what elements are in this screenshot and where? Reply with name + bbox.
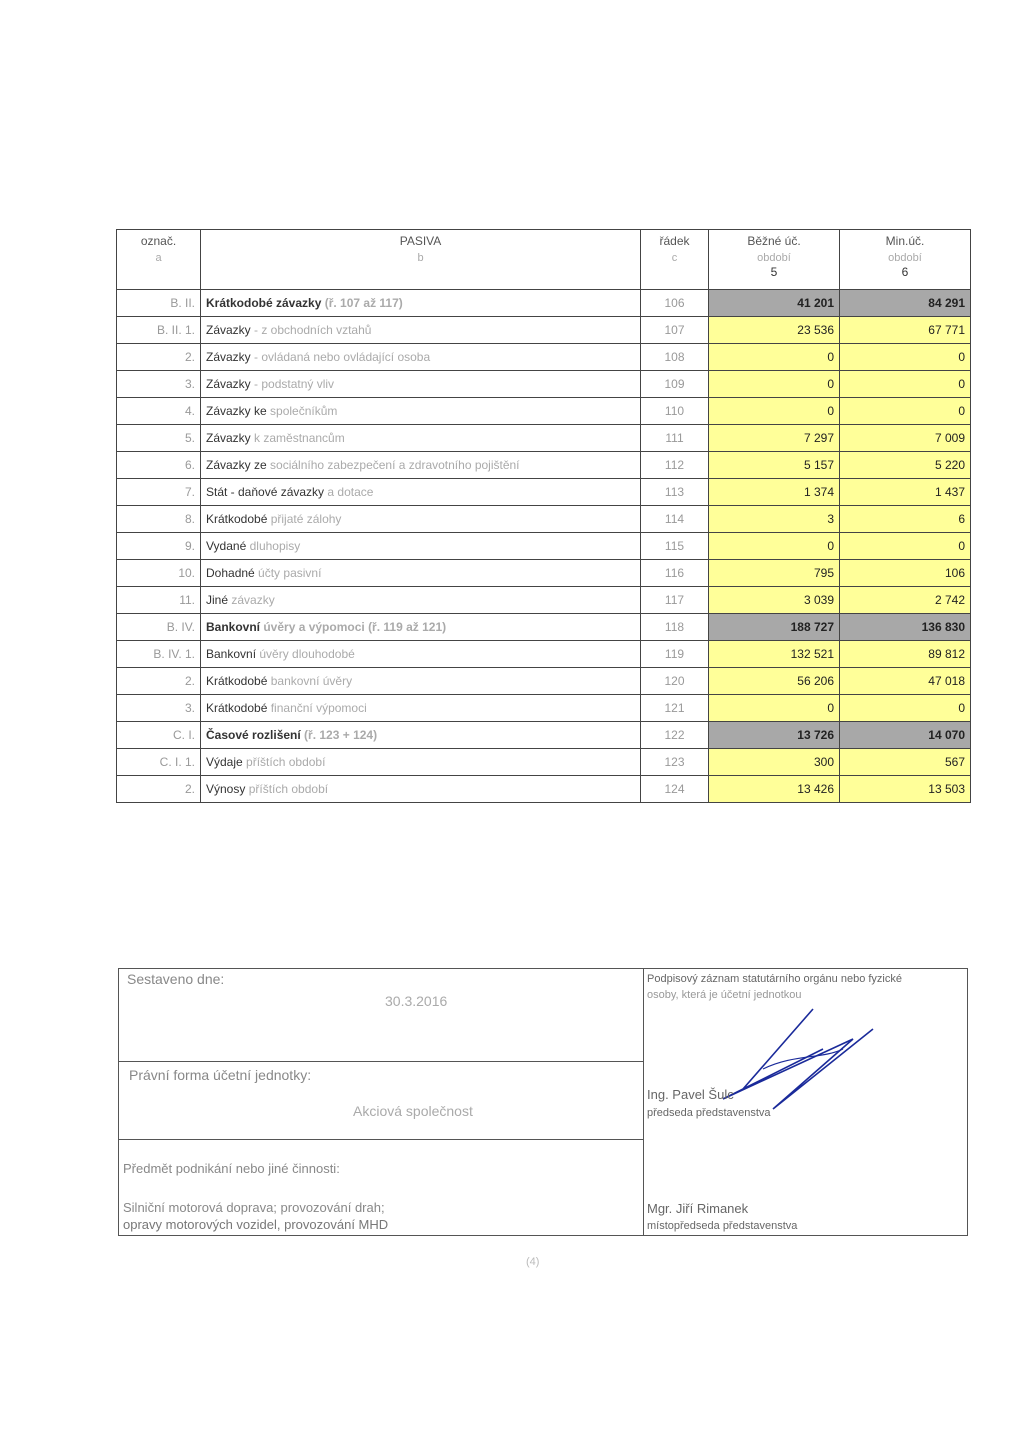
signer-1-name: Ing. Pavel Šulc	[647, 1087, 734, 1102]
table-header-row	[117, 230, 971, 290]
signer-2-role: místopředseda představenstva	[647, 1220, 798, 1232]
row-number: 114	[641, 506, 709, 533]
row-label: Stát - daňové závazky a dotace	[201, 479, 641, 506]
row-label: Časové rozlišení (ř. 123 + 124)	[201, 722, 641, 749]
table-row	[117, 695, 971, 722]
previous-period-value: 567	[840, 749, 971, 776]
row-number: 120	[641, 668, 709, 695]
row-designation: 10.	[117, 560, 201, 587]
compiled-label: Sestaveno dne:	[127, 971, 225, 987]
previous-period-value: 136 830	[840, 614, 971, 641]
previous-period-value: 67 771	[840, 317, 971, 344]
row-designation: B. II. 1.	[117, 317, 201, 344]
table-row	[117, 614, 971, 641]
row-designation: C. I.	[117, 722, 201, 749]
previous-period-value: 7 009	[840, 425, 971, 452]
table-row	[117, 317, 971, 344]
previous-period-value: 106	[840, 560, 971, 587]
row-label: Krátkodobé závazky (ř. 107 až 117)	[201, 290, 641, 317]
row-designation: 8.	[117, 506, 201, 533]
previous-period-value: 0	[840, 398, 971, 425]
table-row	[117, 668, 971, 695]
table-body	[117, 290, 971, 803]
legal-form-label: Právní forma účetní jednotky:	[129, 1067, 312, 1083]
row-number: 118	[641, 614, 709, 641]
table-row	[117, 749, 971, 776]
table-row	[117, 398, 971, 425]
previous-period-value: 6	[840, 506, 971, 533]
table-row	[117, 425, 971, 452]
current-period-value: 0	[709, 533, 840, 560]
table-row	[117, 479, 971, 506]
header-col-previous-period: Min.úč. období 6	[840, 230, 971, 290]
table-row	[117, 587, 971, 614]
previous-period-value: 2 742	[840, 587, 971, 614]
current-period-value: 1 374	[709, 479, 840, 506]
page-number: (4)	[526, 1256, 540, 1268]
table-row	[117, 641, 971, 668]
previous-period-value: 47 018	[840, 668, 971, 695]
row-label: Výdaje příštích období	[201, 749, 641, 776]
row-label: Závazky k zaměstnancům	[201, 425, 641, 452]
activity-line-1: Silniční motorová doprava; provozování drah;	[123, 1200, 385, 1215]
current-period-value: 300	[709, 749, 840, 776]
current-period-value: 7 297	[709, 425, 840, 452]
previous-period-value: 1 437	[840, 479, 971, 506]
row-designation: C. I. 1.	[117, 749, 201, 776]
header-col-designation: označ. a	[117, 230, 201, 290]
current-period-value: 13 726	[709, 722, 840, 749]
row-designation: 2.	[117, 668, 201, 695]
current-period-value: 0	[709, 398, 840, 425]
row-number: 113	[641, 479, 709, 506]
row-label: Dohadné účty pasivní	[201, 560, 641, 587]
current-period-value: 56 206	[709, 668, 840, 695]
footer-right-panel	[643, 969, 967, 1235]
previous-period-value: 84 291	[840, 290, 971, 317]
row-designation: 6.	[117, 452, 201, 479]
previous-period-value: 13 503	[840, 776, 971, 803]
row-designation: 11.	[117, 587, 201, 614]
current-period-value: 0	[709, 371, 840, 398]
row-number: 117	[641, 587, 709, 614]
row-number: 119	[641, 641, 709, 668]
previous-period-value: 0	[840, 371, 971, 398]
table-row	[117, 776, 971, 803]
divider	[119, 1139, 643, 1140]
row-designation: B. IV.	[117, 614, 201, 641]
header-col-liabilities: PASIVA b	[201, 230, 641, 290]
row-number: 116	[641, 560, 709, 587]
row-label: Jiné závazky	[201, 587, 641, 614]
header-col-current-period: Běžné úč. období 5	[709, 230, 840, 290]
row-number: 115	[641, 533, 709, 560]
table-row	[117, 290, 971, 317]
row-label: Výnosy příštích období	[201, 776, 641, 803]
current-period-value: 41 201	[709, 290, 840, 317]
row-number: 124	[641, 776, 709, 803]
row-designation: 9.	[117, 533, 201, 560]
row-number: 107	[641, 317, 709, 344]
row-number: 112	[641, 452, 709, 479]
table-row	[117, 722, 971, 749]
row-label: Krátkodobé bankovní úvěry	[201, 668, 641, 695]
row-label: Závazky ze sociálního zabezpečení a zdravotního pojištění	[201, 452, 641, 479]
footer-box	[118, 968, 968, 1236]
table-row	[117, 506, 971, 533]
row-number: 111	[641, 425, 709, 452]
row-label: Závazky ke společníkům	[201, 398, 641, 425]
current-period-value: 188 727	[709, 614, 840, 641]
previous-period-value: 14 070	[840, 722, 971, 749]
legal-form-value: Akciová společnost	[353, 1103, 473, 1119]
previous-period-value: 0	[840, 344, 971, 371]
row-designation: B. IV. 1.	[117, 641, 201, 668]
row-label: Vydané dluhopisy	[201, 533, 641, 560]
header-col-row: řádek c	[641, 230, 709, 290]
row-label: Závazky - ovládaná nebo ovládající osoba	[201, 344, 641, 371]
balance-sheet-table	[116, 229, 971, 803]
row-designation: 3.	[117, 695, 201, 722]
row-designation: 2.	[117, 344, 201, 371]
row-designation: 3.	[117, 371, 201, 398]
table-row	[117, 371, 971, 398]
row-number: 109	[641, 371, 709, 398]
row-number: 110	[641, 398, 709, 425]
signer-2-name: Mgr. Jiří Rimanek	[647, 1201, 749, 1216]
row-designation: 2.	[117, 776, 201, 803]
previous-period-value: 0	[840, 695, 971, 722]
row-label: Krátkodobé finanční výpomoci	[201, 695, 641, 722]
row-number: 122	[641, 722, 709, 749]
current-period-value: 3	[709, 506, 840, 533]
row-designation: B. II.	[117, 290, 201, 317]
row-designation: 5.	[117, 425, 201, 452]
activity-line-2: opravy motorových vozidel, provozování MHD	[123, 1217, 389, 1232]
row-label: Závazky - z obchodních vztahů	[201, 317, 641, 344]
current-period-value: 3 039	[709, 587, 840, 614]
current-period-value: 132 521	[709, 641, 840, 668]
current-period-value: 795	[709, 560, 840, 587]
signature-note-line-1: Podpisový záznam statutárního orgánu nebo fyzické	[647, 973, 902, 985]
row-number: 123	[641, 749, 709, 776]
table-row	[117, 344, 971, 371]
previous-period-value: 89 812	[840, 641, 971, 668]
row-designation: 4.	[117, 398, 201, 425]
row-number: 108	[641, 344, 709, 371]
signature-note-line-2: osoby, která je účetní jednotkou	[647, 989, 802, 1001]
row-designation: 7.	[117, 479, 201, 506]
table-row	[117, 533, 971, 560]
current-period-value: 5 157	[709, 452, 840, 479]
row-label: Bankovní úvěry dlouhodobé	[201, 641, 641, 668]
compiled-date: 30.3.2016	[385, 993, 448, 1009]
row-number: 106	[641, 290, 709, 317]
row-label: Bankovní úvěry a výpomoci (ř. 119 až 121)	[201, 614, 641, 641]
table-row	[117, 560, 971, 587]
row-label: Krátkodobé přijaté zálohy	[201, 506, 641, 533]
table-row	[117, 452, 971, 479]
current-period-value: 0	[709, 344, 840, 371]
current-period-value: 23 536	[709, 317, 840, 344]
previous-period-value: 5 220	[840, 452, 971, 479]
row-number: 121	[641, 695, 709, 722]
row-label: Závazky - podstatný vliv	[201, 371, 641, 398]
previous-period-value: 0	[840, 533, 971, 560]
current-period-value: 0	[709, 695, 840, 722]
signer-1-role: předseda představenstva	[647, 1107, 771, 1119]
current-period-value: 13 426	[709, 776, 840, 803]
activity-label: Předmět podnikání nebo jiné činnosti:	[123, 1161, 340, 1176]
divider	[119, 1061, 643, 1062]
footer-left-panel	[119, 969, 644, 1235]
